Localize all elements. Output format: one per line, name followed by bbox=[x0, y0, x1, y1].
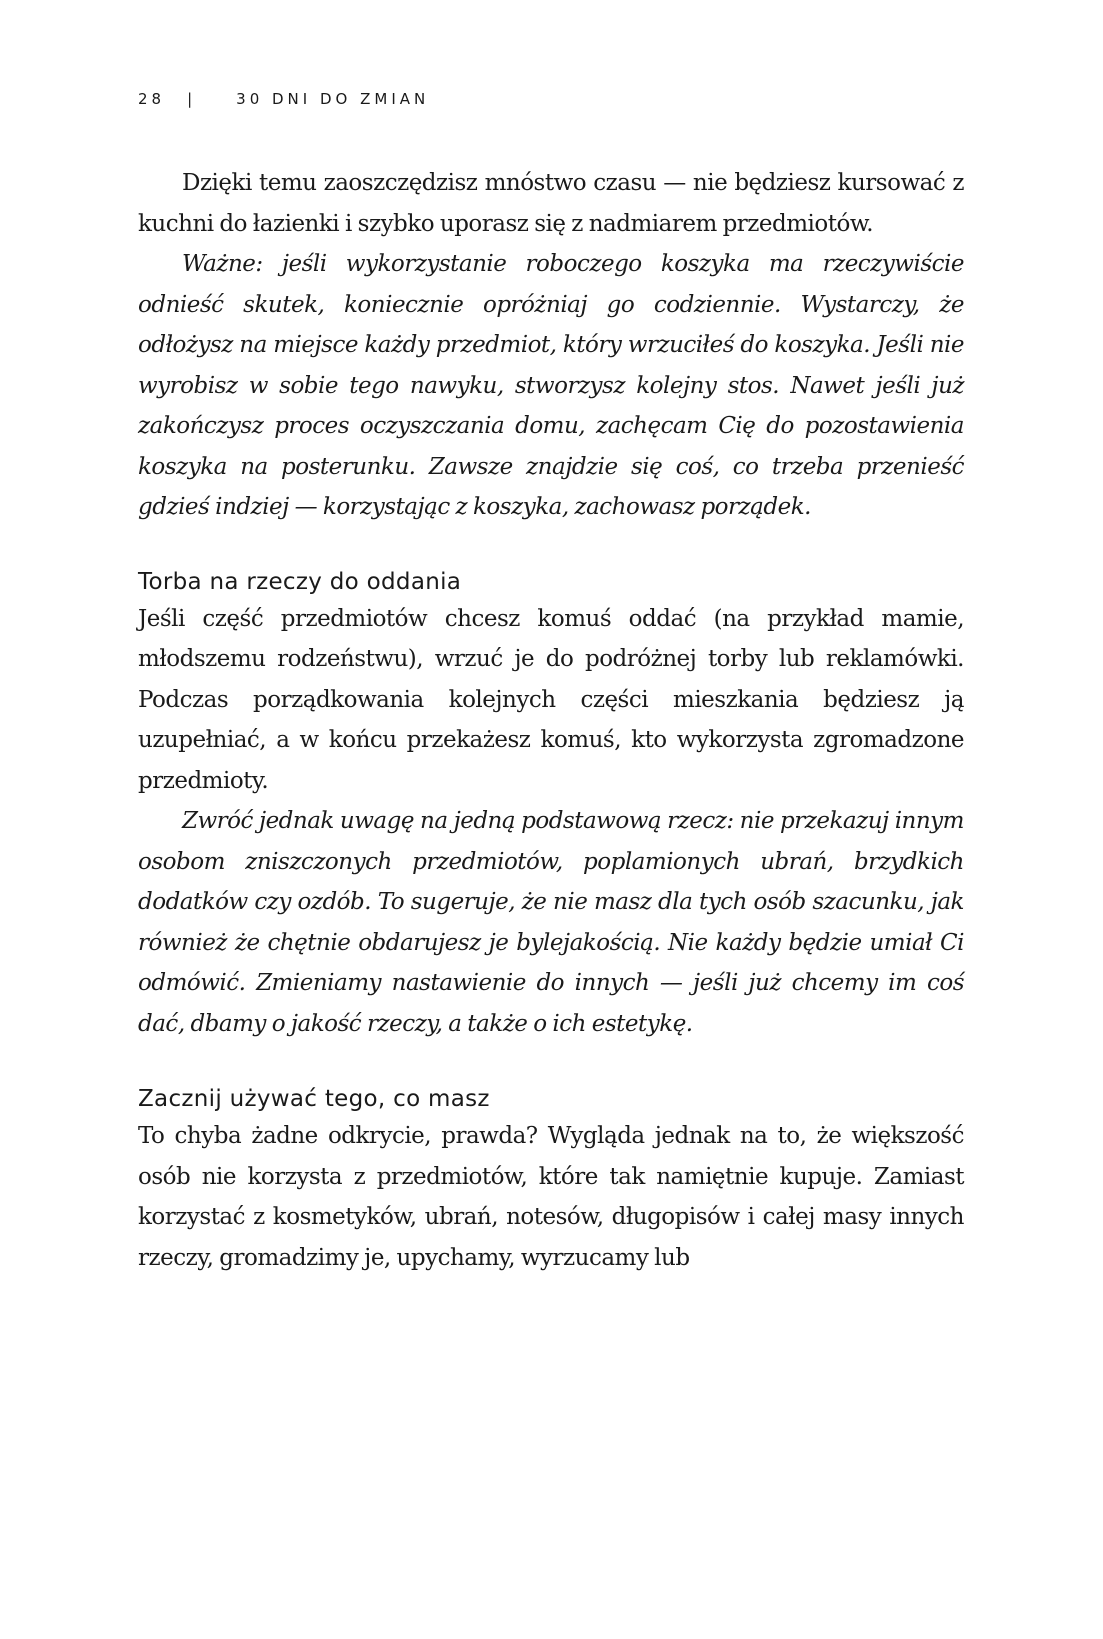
page-body bbox=[138, 163, 964, 1278]
book-title: 30 DNI DO ZMIAN bbox=[236, 90, 430, 108]
running-header bbox=[138, 90, 429, 108]
paragraph-5: To chyba żadne odkrycie, prawda? Wygląda jednak na to, że większość osób nie korzysta z przedmiotów, które tak namiętnie kupuje. Zamiast korzystać z kosmetyków, ubrań, notesów, długopisów i całej masy innych rzeczy, gromadzimy je, upychamy, wyrzucamy lub bbox=[138, 1123, 964, 1271]
paragraph-3: Jeśli część przedmiotów chcesz komuś oddać (na przykład mamie, młodszemu rodzeństwu), wrzuć je do podróżnej torby lub reklamówki. Podczas porządkowania kolejnych części mieszkania będziesz ją uzupełniać, a w końcu przekażesz komuś, kto wykorzysta zgromadzone przedmioty. bbox=[138, 605, 964, 794]
paragraph-4-note: Zwróć jednak uwagę na jedną podstawową rzecz: nie przekazuj innym osobom zniszczonych przedmiotów, poplamionych ubrań, brzydkich dodatków czy ozdób. To sugeruje, że nie masz dla tych osób szacunku, jak również że chętnie obdarujesz je bylejakością. Nie każdy będzie umiał Ci odmówić. Zmieniamy nastawienie do innych — jeśli już chcemy im coś dać, dbamy o jakość rzeczy, a także o ich estetykę. bbox=[138, 808, 964, 1037]
section-heading-1: Torba na rzeczy do oddania bbox=[138, 568, 462, 595]
page-number: 28 bbox=[138, 90, 166, 108]
header-separator: | bbox=[187, 90, 197, 108]
paragraph-2-note: Ważne: jeśli wykorzystanie roboczego koszyka ma rzeczywiście odnieść skutek, koniecznie opróżniaj go codziennie. Wystarczy, że odłożysz na miejsce każdy przedmiot, który wrzuciłeś do koszyka. Jeśli nie wyrobisz w sobie tego nawyku, stworzysz kolejny stos. Nawet jeśli już zakończysz proces oczyszczania domu, zachęcam Cię do pozostawienia koszyka na posterunku. Zawsze znajdzie się coś, co trzeba przenieść gdzieś indziej — korzystając z koszyka, zachowasz porządek. bbox=[138, 251, 964, 520]
paragraph-1: Dzięki temu zaoszczędzisz mnóstwo czasu — nie będziesz kursować z kuchni do łazienki i szybko uporasz się z nadmiarem przedmiotów. bbox=[138, 170, 964, 237]
section-heading-2: Zacznij używać tego, co masz bbox=[138, 1086, 490, 1112]
